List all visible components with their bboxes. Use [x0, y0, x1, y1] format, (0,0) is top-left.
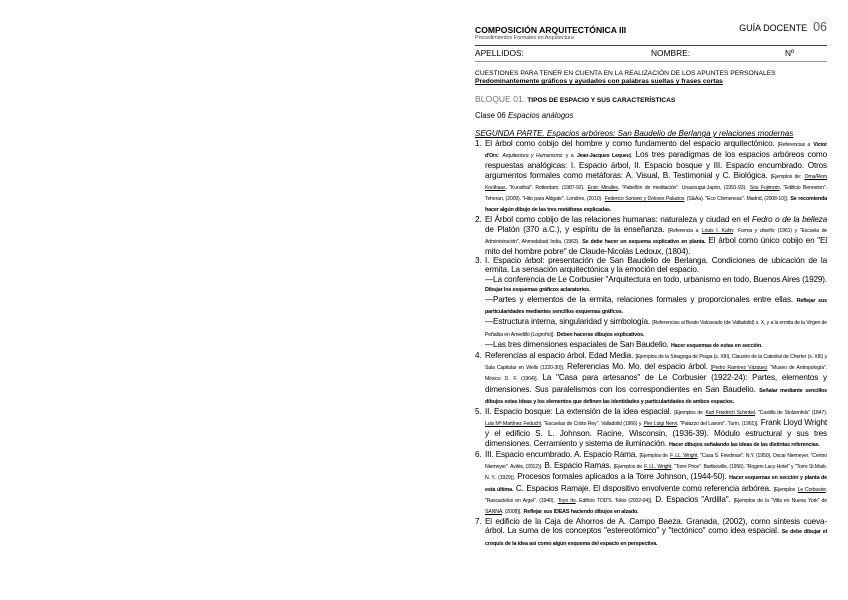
book-title: Arquitectura y Humanismo — [502, 153, 563, 160]
item-reference: , "Escuelas de Cristo Rey". Valladolid (1966) y — [540, 421, 642, 428]
item-text: II. Espacio bosque: La extensión de la idea espacial. — [485, 407, 672, 417]
author-name: Pier Luigi Nervi — [643, 421, 677, 428]
item-reference: (1961) y "Escuela de Administración", Ahmedabad India, (1963). — [485, 227, 828, 245]
drawing-instruction: Señalar mediante sencillos dibujos estas ideas y los elementos que definen las identidades y particularidades de ambos espacios. — [485, 387, 828, 405]
class-heading — [475, 111, 827, 120]
item-number: 2. — [475, 215, 482, 225]
drawing-instruction: Se debe dibujar el croquis de la idea así como algún esquema del espacio en perspectiva. — [485, 529, 828, 547]
drawing-instruction: Dibujar los esquemas gráficos aclaratorios. — [485, 286, 591, 293]
author-name: Luis Mª Martínez Feduchi — [485, 421, 541, 428]
author-name: Karl Friedrich Schinkel — [705, 410, 755, 417]
list-item — [475, 517, 827, 549]
name-field-label: NOMBRE: — [651, 48, 691, 58]
item-text: B. Espacio Ramas. — [544, 461, 612, 471]
item-reference: : — [733, 227, 735, 234]
item-reference: . Edificio TOD'S. Tokio (2002-04)]. — [575, 497, 653, 504]
surname-field-label: APELLIDOS: — [475, 48, 524, 58]
block-title: TIPOS DE ESPACIO Y SUS CARACTERÍSTICAS — [527, 97, 676, 104]
item-text: Referencias Mo. Mo. del espacio árbol. — [567, 362, 708, 372]
author-name: Víctor d'Ors — [485, 142, 827, 160]
block-heading — [475, 94, 827, 104]
item-reference: [ — [710, 365, 713, 372]
author-name: SANNA — [485, 508, 503, 515]
item-reference: , "Casa S. Friedman". N.Y. (1950). Oscar Niemeyer. "Centro Niemeyer". Avilés, (2012)]. — [485, 452, 827, 471]
item-text: Los tres paradigmas de los espacios arbóreos como respuestas analógicas: I. Espacio árbol, II. Espacio bosque y III. Espacio encumbrado. Otros argumentos formales como metáforas: A. Visual, B. Testimonial y C. Biológica. — [485, 150, 827, 180]
questions-line-1: CUESTIONES PARA TENER EN CUENTA EN LA REALIZACIÓN DE LOS APUNTES PERSONALES — [475, 70, 776, 77]
author-name: F. LL. Wright — [644, 464, 672, 471]
item-reference: ]. — [629, 153, 633, 160]
drawing-instruction: Hacer esquemas en sección y planta de esta última. — [485, 475, 828, 493]
student-fields — [475, 48, 827, 60]
list-item — [475, 407, 827, 450]
list-item — [475, 256, 827, 351]
item-reference: [Ejemplos de — [674, 410, 703, 417]
block-label: BLOQUE 01. — [475, 94, 526, 104]
fields-divider — [475, 61, 827, 62]
list-item — [475, 215, 827, 256]
drawing-instruction: Hacer dibujos señalando las ideas de las distintas referencias. — [668, 441, 820, 448]
item-reference: , "Edificio Benneton". Teheran, (2009). "Hito para Aldgate". Londres, (2010). — [485, 184, 828, 203]
item-text: —Las tres dimensiones espaciales de San Baudelio. — [485, 339, 669, 349]
author-name: Enric Miralles — [587, 184, 618, 191]
item-reference: [Referencia a — [668, 227, 699, 234]
topic-list — [475, 139, 827, 549]
item-text: El árbol como único cobijo en "El mito del hombre pobre" de Claude-Nicolás Ledoux, (1804). — [485, 235, 828, 257]
item-number: 5. — [475, 407, 482, 417]
item-text: D. Espacios "Ardilla". — [655, 494, 731, 504]
item-reference: , "Castillo de Stolzenfels" (1847). — [754, 410, 828, 417]
drawing-instruction: Se debe hacer un esquema explicativo en planta. — [582, 238, 706, 245]
author-name: Sou Fujimoto — [749, 184, 780, 191]
item-number: 7. — [475, 517, 482, 527]
drawing-instruction: Reflejar sus IDEAS haciendo dibujos en alzado. — [523, 508, 639, 515]
item-number: 6. — [475, 449, 482, 459]
item-reference: y a — [565, 153, 574, 160]
list-item — [475, 139, 827, 215]
drawing-instruction: Hacer esquemas de estas en sección. — [670, 342, 763, 349]
item-text: Procesos formales aplicados a la Torre Johnson, (1944-50). — [517, 472, 727, 482]
item-text: El edificio de la Caja de Ahorros de A. Campo Baeza. Granada, (2002), como síntesis cueva-árbol. La suma de los conceptos "estereotómico" y "tectónico" como idea espacial. — [485, 517, 827, 536]
item-text: I. Espacio árbol: presentación de San Baudelio de Berlanga. Condiciones de ubicación de la ermita. La sensación arquitectónica y la emoción del espacio. — [485, 256, 827, 275]
item-reference: , "Palazzo del Lavoro". Turín, (1961)]. — [676, 421, 759, 428]
item-reference: , "Rascacielos en Argel". (1940). — [485, 486, 828, 504]
class-title: Espacios análogos — [507, 111, 574, 120]
item-number: 4. — [475, 351, 482, 361]
item-reference: , (2008)]. — [502, 508, 522, 515]
author-name: Pedro Ramírez Vázquez — [712, 365, 768, 372]
course-subtitle: Procedimientos Formales en Arquitectura — [475, 35, 574, 41]
list-item — [475, 351, 827, 407]
item-reference: [Ejemplos de — [613, 464, 642, 471]
item-text: C. Espacios Ramaje. El dispositivo envolvente como referencia arbórea. — [515, 483, 772, 493]
item-reference: , "Pabellón de meditación". Unazougui-Japón, (1991-93). — [617, 184, 747, 191]
author-name: Le Corbusier — [797, 486, 826, 493]
item-reference: "Museo de Antropología". México D. F. (1964)]. — [485, 365, 828, 383]
item-reference: [Ejemplos de: — [770, 173, 802, 180]
item-text: El árbol como cobijo del hombre y como fundamento del espacio arquitectónico. — [485, 139, 775, 148]
questions-line-2: Predominantemente gráficos y ayudados con palabras sueltas y frases cortas — [475, 78, 723, 85]
item-reference: [Ejemplos de la Sinagoga de Praga (s. XIII), Claustro de la Catedral de Cherter (s. XIII) y Sala Capitular en Wells (1220-30)]. — [485, 354, 827, 372]
drawing-instruction: Se recomienda hacer algún dibujo de las tres metáforas explicadas. — [485, 196, 828, 214]
item-reference: , "Kunsthal". Rotterdam, (1987-92). — [505, 184, 585, 191]
item-reference: [Ejemplos de la "Villa en Nueva York" de — [733, 497, 828, 504]
guide-label-text: GUÍA DOCENTE — [739, 23, 808, 33]
item-reference: , "Torre Price". Bartlesville, (1956). "Rogers Lacy Hotel" y "Torre St.Mark. N. Y., (1929)]. — [485, 464, 828, 482]
class-label: Clase 06 — [475, 111, 506, 120]
guide-label — [739, 20, 827, 34]
guide-number: 06 — [813, 20, 827, 34]
item-reference: [Ejemplos de — [639, 452, 668, 459]
item-text: La "Casa para artesanos" de Le Corbusier (1922-24): Partes, elementos y dimensiones. Sus paralelismos con los correspondientes en San Baudelio. — [485, 373, 827, 394]
item-reference: (S&Aa). "Eco Chimeneas". Madrid, (2008-10)]. — [686, 196, 788, 203]
list-item — [475, 450, 827, 517]
book-title: Forma y diseño — [737, 227, 775, 234]
author-name: Jean-Jacques Lequeu — [576, 153, 630, 160]
item-text: —La conferencia de Le Corbusier "Arquitectura en todo, urbanismo en todo, Buenos Aires (1929). — [485, 274, 827, 284]
item-number: 3. — [475, 256, 482, 266]
author-name: Oma/Rem Koolhaas — [485, 173, 828, 191]
item-reference: [Ejemplos — [773, 486, 796, 493]
part-title: SEGUNDA PARTE. Espacios arbóreos: San Baudelio de Berlanga y relaciones modernas — [475, 129, 794, 138]
questions-note — [475, 70, 827, 86]
item-text: Frank Lloyd Wright y el edificio S. L. Johnson. Racine, Wisconsin, (1936-39). Módulo estructural y sus tres dimensiones. Cerramiento y sistema de iluminación. — [485, 418, 827, 448]
item-text: Referencias al espacio árbol. Edad Media. — [485, 351, 634, 361]
course-title: COMPOSICIÓN ARQUITECTÓNICA III — [475, 25, 627, 35]
author-name: Louis I. Kahn — [701, 227, 734, 234]
item-reference: [Referencias al Beato Valcavado (de Valladolid) s. X, y a la ermita de la Virgen de Peñalba en Arnedillo (Logroño)]. — [485, 320, 827, 338]
item-reference: : — [497, 153, 499, 160]
book-title: Fedro o de la belleza — [751, 215, 827, 225]
item-number: 1. — [475, 139, 482, 148]
drawing-instruction: Deben hacerse dibujos explicativos. — [556, 331, 645, 338]
item-text: El Árbol como cobijo de las relaciones humanas: naturaleza y ciudad en el — [485, 215, 750, 225]
item-text: de Platón (370 a.C.), y espíritu de la enseñanza. — [485, 224, 665, 234]
item-text: III. Espacio encumbrado. A. Espacio Rama. — [485, 449, 638, 459]
author-name: F. LL. Wright — [670, 452, 698, 459]
author-name: Federico Soriano y Dolores Palacios — [604, 196, 685, 203]
document-header — [475, 20, 827, 34]
drawing-instruction: Reflejar sus particularidades mediantes sencillos esquemas gráficos. — [485, 298, 828, 316]
number-field-label: Nº — [785, 48, 795, 58]
item-reference: [Referencias a — [777, 142, 811, 148]
item-text: —Estructura interna, singularidad y simbología. — [485, 317, 651, 327]
header-divider — [475, 45, 827, 46]
author-name: Toyo Ito — [557, 497, 576, 504]
document-page — [475, 20, 827, 549]
item-text: —Partes y elementos de la ermita, relaciones formales y proporcionales entre ellas. — [485, 295, 794, 305]
